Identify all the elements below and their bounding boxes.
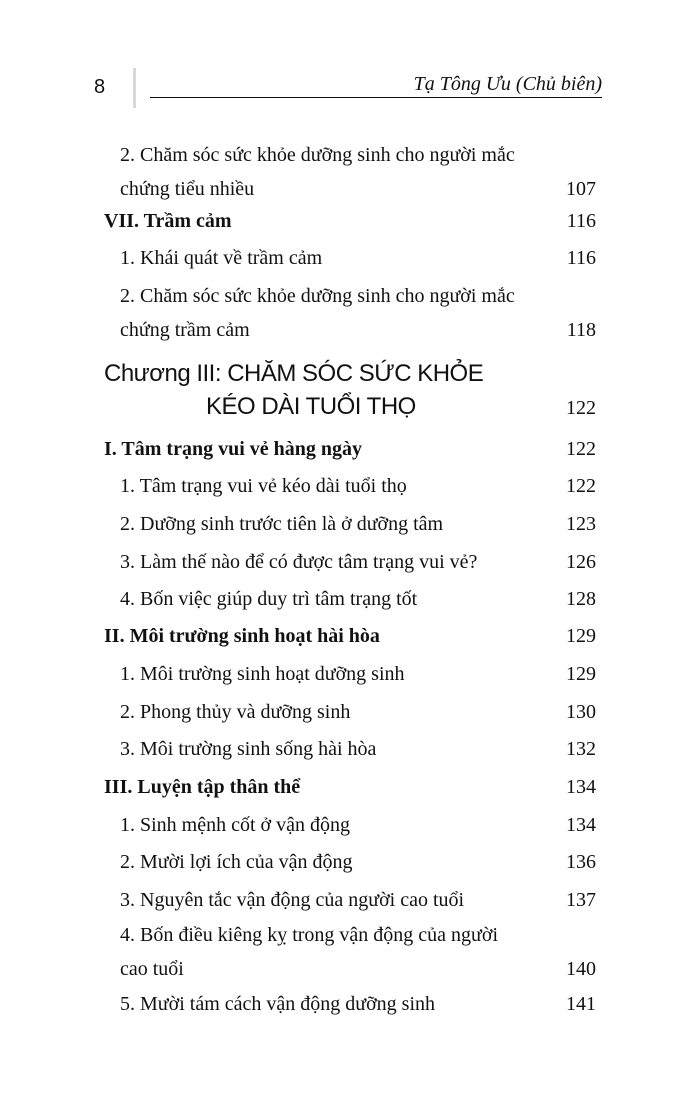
- toc-entry-text: 1. Tâm trạng vui vẻ kéo dài tuổi thọ: [120, 475, 407, 497]
- toc-entry-page: 123: [566, 513, 596, 535]
- page-number: 8: [94, 76, 106, 98]
- toc-entry-page: 128: [566, 588, 596, 610]
- toc-entry-text: 2. Dưỡng sinh trước tiên là ở dưỡng tâm: [120, 513, 444, 535]
- toc-entry-text: 2. Chăm sóc sức khỏe dưỡng sinh cho người mắc chứng tiểu nhiều: [120, 144, 515, 200]
- toc-section-title: I. Tâm trạng vui vẻ hàng ngày: [104, 438, 363, 460]
- toc-section-page: 134: [566, 776, 596, 798]
- toc-entry-page: 107: [566, 178, 596, 200]
- toc-section-title: III. Luyện tập thân thể: [104, 776, 301, 798]
- header-divider: [133, 68, 136, 108]
- toc-section-title: II. Môi trường sinh hoạt hài hòa: [104, 625, 380, 647]
- chapter-title-line2: KÉO DÀI TUỔI THỌ: [206, 393, 416, 420]
- toc-section-page: 129: [566, 625, 596, 647]
- toc-entry-text: 3. Nguyên tắc vận động của người cao tuổi: [120, 889, 465, 911]
- toc-entry-text: 2. Phong thủy và dưỡng sinh: [120, 701, 351, 723]
- toc-entry-text: 3. Làm thế nào để có được tâm trạng vui vẻ?: [120, 551, 478, 573]
- header-rule: [150, 97, 602, 98]
- toc-section-title: VII. Trầm cảm: [104, 210, 232, 232]
- toc-entry-page: 118: [566, 319, 596, 341]
- toc-entry-page: 141: [566, 993, 596, 1015]
- toc-entry-page: 137: [566, 889, 596, 911]
- toc-entry-page: 116: [566, 247, 596, 269]
- toc-entry-page: 129: [566, 663, 596, 685]
- running-title: Tạ Tông Ưu (Chủ biên): [413, 73, 602, 95]
- toc-entry-text: 2. Mười lợi ích của vận động: [120, 851, 353, 873]
- toc-entry-page: 134: [566, 814, 596, 836]
- toc-section-page: 116: [566, 210, 596, 232]
- toc-entry-text: 1. Môi trường sinh hoạt dưỡng sinh: [120, 663, 405, 685]
- toc-entry-page: 132: [566, 738, 596, 760]
- toc-entry-page: 136: [566, 851, 596, 873]
- toc-entry-text: 1. Sinh mệnh cốt ở vận động: [120, 814, 350, 836]
- toc-entry-page: 140: [566, 958, 596, 980]
- chapter-page: 122: [566, 397, 596, 419]
- toc-entry-text: 4. Bốn điều kiêng kỵ trong vận động của người cao tuổi: [120, 924, 499, 980]
- toc-entry-text: 2. Chăm sóc sức khỏe dưỡng sinh cho người mắc chứng trầm cảm: [120, 285, 515, 341]
- toc-entry-page: 126: [566, 551, 596, 573]
- toc-entry-text: 3. Môi trường sinh sống hài hòa: [120, 738, 377, 760]
- toc-section-page: 122: [566, 438, 596, 460]
- toc-entry-text: 1. Khái quát về trầm cảm: [120, 247, 323, 269]
- toc-entry-page: 122: [566, 475, 596, 497]
- chapter-title-line1: Chương III: CHĂM SÓC SỨC KHỎE: [104, 360, 484, 387]
- toc-entry-page: 130: [566, 701, 596, 723]
- toc-entry-text: 4. Bốn việc giúp duy trì tâm trạng tốt: [120, 588, 418, 610]
- toc-entry-text: 5. Mười tám cách vận động dưỡng sinh: [120, 993, 436, 1015]
